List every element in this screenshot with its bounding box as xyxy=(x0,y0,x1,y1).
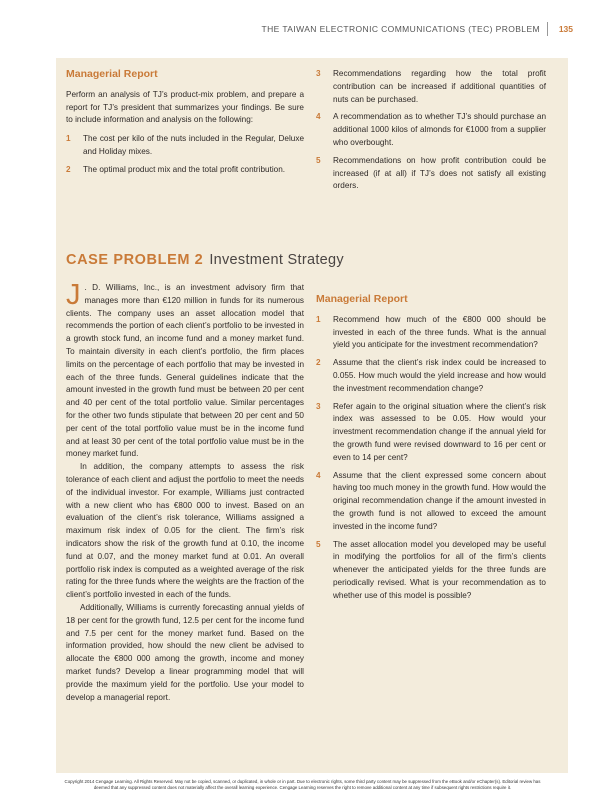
list-item xyxy=(316,401,546,465)
page-header xyxy=(0,24,600,40)
item-number: 4 xyxy=(316,470,321,480)
top-right-column xyxy=(316,68,546,198)
list-item xyxy=(316,539,546,603)
managerial-report-title: Managerial Report xyxy=(316,293,408,305)
report-intro: Perform an analysis of TJ’s product-mix problem, and prepare a report for TJ’s president that summarizes your findings. Be sure to include information and analysis on the following: xyxy=(66,89,304,125)
list-item xyxy=(316,314,546,352)
list-item xyxy=(66,133,304,159)
case-title: Investment Strategy xyxy=(209,252,344,268)
item-number: 1 xyxy=(316,314,321,324)
case-label: CASE PROBLEM 2 xyxy=(66,252,204,268)
item-number: 2 xyxy=(316,358,321,368)
item-number: 5 xyxy=(316,155,321,165)
copyright-footer xyxy=(30,779,575,792)
case-problem-heading xyxy=(66,252,546,268)
list-item xyxy=(66,164,304,177)
item-text: The asset allocation model you developed may be useful in modifying the portfolios for all of the firm’s clients whenever the anticipated yields for the three funds are periodically revised. What is your recommendation as to whether use of this model is possible? xyxy=(333,539,546,600)
item-number: 5 xyxy=(316,539,321,549)
item-number: 3 xyxy=(316,401,321,411)
list-item xyxy=(316,470,546,534)
running-head: THE TAIWAN ELECTRONIC COMMUNICATIONS (TEC) PROBLEM xyxy=(261,24,540,34)
case-right-column xyxy=(316,282,546,608)
copyright-line-2: deemed that any suppressed content does not materially affect the overall learning experience. Cengage Learning reserves the right to remove additional content at any time if subsequent rights restrictions require it. xyxy=(93,785,512,791)
list-item xyxy=(316,357,546,395)
case-left-column xyxy=(66,279,304,704)
item-text: Recommendations regarding how the total profit contribution can be increased if additional quantities of nuts can be purchased. xyxy=(333,69,546,104)
item-number: 4 xyxy=(316,112,321,122)
case-paragraph-2: In addition, the company attempts to assess the risk tolerance of each client and adjust the portfolio to meet the needs of the individual investor. For example, Williams just contracted with a new client who has €800 000 to invest. Based on an evaluation of the client’s risk tolerance, Williams assigned a maximum risk index of 0.05 for the client. The firm’s risk indicators show the risk of the growth fund at 0.10, the income fund at 0.07, and the money market fund at 0.01. An overall portfolio risk index is computed as a weighted average of the risk rating for the three funds where the weights are the fraction of the client’s portfolio invested in each of the funds. xyxy=(66,462,304,600)
item-number: 3 xyxy=(316,69,321,78)
item-text: Recommend how much of the €800 000 should be invested in each of the three funds. What is the annual yield you anticipate for the investment recommendation? xyxy=(333,314,546,350)
list-item xyxy=(316,111,546,149)
item-text: The optimal product mix and the total profit contribution. xyxy=(83,164,286,174)
case-paragraph-1 xyxy=(66,279,304,461)
item-text: Assume that the client expressed some concern about having too much money in the growth fund. How would the original recommendation change if the amount invested in the growth fund is not allowed to exceed the amount invested in the income fund? xyxy=(333,470,546,531)
case-paragraph-3: Additionally, Williams is currently forecasting annual yields of 18 per cent for the growth fund, 12.5 per cent for the income fund and 7.5 per cent for the money market fund. Based on the information provided, how should the new client be advised to allocate the €800 000 among the growth, income and money market funds? Develop a linear programming model that will provide the maximum yield for the portfolio. Use your model to develop a managerial report. xyxy=(66,602,304,702)
list-item xyxy=(316,155,546,193)
copyright-line-1: Copyright 2014 Cengage Learning. All Rights Reserved. May not be copied, scanned, or duplicated, in whole or in part. Due to electronic rights, some third party content may be suppressed from the eBook and/or eChapter(s). Editorial review has xyxy=(64,779,541,784)
item-text: Refer again to the original situation where the client’s risk index was assessed to be 0.05. How would your investment recommendation change if the annual yield for the growth fund were revised downward to 16 per cent or even to 14 per cent? xyxy=(333,401,546,462)
item-text: A recommendation as to whether TJ’s should purchase an additional 1000 kilos of almonds for €1000 from a supplier who overbought. xyxy=(333,112,546,147)
paragraph-text: . D. Williams, Inc., is an investment advisory firm that manages more than €120 million in funds for its numerous clients. The company uses an asset allocation model that recommends the portion of each client’s portfolio to be invested in a growth stock fund, an income fund and a money market fund. To maintain diversity in each client’s portfolio, the firm places limits on the percentage of each portfolio that may be invested in each of the three funds. General guidelines indicate that the amount invested in the growth fund must be between 20 per cent and 40 per cent of the total portfolio value. Similar percentages for the other two funds stipulate that between 20 per cent and 50 per cent of the total portfolio value must be in the income fund and at least 30 per cent of the total portfolio value must be in the money market fund. xyxy=(66,283,304,459)
top-left-column xyxy=(66,68,304,182)
page-number: 135 xyxy=(558,24,573,34)
drop-cap: J xyxy=(66,279,81,311)
item-number: 1 xyxy=(66,134,71,144)
item-text: The cost per kilo of the nuts included in the Regular, Deluxe and Holiday mixes. xyxy=(83,134,304,156)
list-item xyxy=(316,68,546,106)
managerial-report-title: Managerial Report xyxy=(66,68,158,80)
header-divider xyxy=(547,22,548,36)
item-text: Assume that the client’s risk index could be increased to 0.055. How much would the yield increase and how would the investment recommendation change? xyxy=(333,358,546,393)
item-text: Recommendations on how profit contribution could be increased (if at all) if TJ’s does not satisfy all existing orders. xyxy=(333,155,546,191)
item-number: 2 xyxy=(66,164,71,174)
